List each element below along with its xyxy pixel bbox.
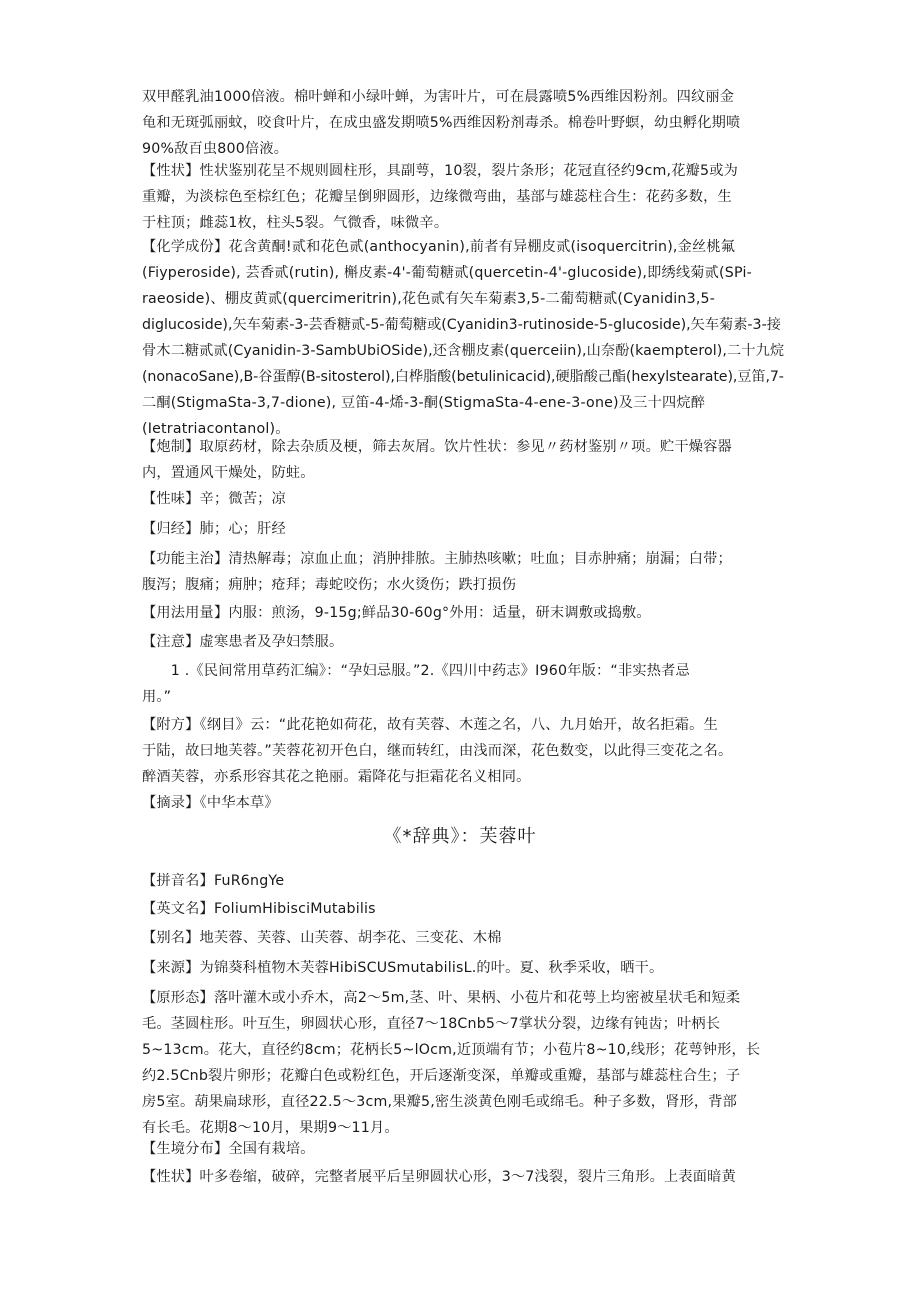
paragraph: [142, 955, 787, 981]
text-line: 醉酒芙蓉，亦系形容其花之艳丽。霜降花与拒霜花名义相同。: [142, 769, 531, 785]
text-line: 【性状】性状鉴别花呈不规则圆柱形，具副萼，10裂，裂片条形；花冠直径约9cm,花瓣5或为: [142, 163, 738, 179]
text-line: 5~13cm。花大，直径约8cm；花柄长5~lOcm,近顶端有节；小苞片8~10,线形；花萼钟形，长: [142, 1042, 761, 1058]
text-line: 【拼音名】FuR6ngYe: [142, 873, 285, 889]
text-line: (Ietratriacontanol)。: [142, 421, 290, 437]
text-line: 【炮制】取原药材，除去杂质及梗，筛去灰屑。饮片性状：参见〃药材鉴别〃项。贮干燥容器: [142, 439, 732, 455]
paragraph: [142, 158, 787, 236]
paragraph: [142, 546, 787, 598]
text-line: 用。”: [142, 689, 172, 705]
text-line: 【摘录】《中华本草》: [142, 795, 279, 811]
section-title: 《*辞典》：芙蓉叶: [383, 826, 537, 847]
text-line: 【归经】肺；心；肝经: [142, 521, 286, 537]
text-line: 有长毛。花期8～10月，果期9～11月。: [142, 1120, 399, 1136]
text-line: 房5室。葫果扁球形，直径22.5～3cm,果瓣5,密生淡黄色刚毛或绵毛。种子多数，肾形，背部: [142, 1094, 738, 1110]
paragraph: [142, 925, 787, 951]
text-line: 于陆，故曰地芙蓉。”芙蓉花初开色白，继而转红，由浅而深，花色数变，以此得三变花之名。: [142, 743, 733, 759]
text-line: 双甲醛乳油1000倍液。棉叶蝉和小绿叶蝉，为害叶片，可在晨露喷5%西维因粉剂。四纹丽金: [142, 89, 735, 105]
text-line: 90%敌百虫800倍液。: [142, 141, 289, 157]
text-line: 龟和无斑弧丽蚊，咬食叶片，在成虫盛发期喷5%西维因粉剂毒杀。棉卷叶野螟，幼虫孵化期喷: [142, 115, 741, 131]
text-line: (nonacoSane),B-谷蛋醇(B-sitosterol),白桦脂酸(betulinicacid),硬脂酸己酯(hexylstearate),豆笛,7-: [142, 369, 784, 385]
paragraph: [142, 486, 787, 512]
paragraph: [142, 1164, 787, 1190]
text-line: 【化学成份】花含黄酮!贰和花色贰(anthocyanin),前者有异棚皮贰(isoquercitrin),金丝桃氟: [142, 239, 736, 255]
paragraph: [142, 985, 787, 1141]
text-line: 【性味】辛；微苦；凉: [142, 491, 286, 507]
text-line: raeoside)、棚皮黄贰(quercimeritrin),花色贰有矢车菊素3,5-二葡萄糖贰(Cyanidin3,5-: [142, 291, 716, 307]
paragraph: [142, 84, 787, 162]
paragraph: [142, 1136, 787, 1162]
text-line: 【来源】为锦葵科植物木芙蓉HibiSCUSmutabilisL.的叶。夏、秋季采收，晒干。: [142, 960, 664, 976]
text-line: 二酮(StigmaSta-3,7-dione), 豆笛-4-烯-3-酮(StigmaSta-4-ene-3-one)及三十四烷醉: [142, 395, 706, 411]
text-line: 毛。茎圆柱形。叶互生，卵圆状心形，直径7～18Cnb5～7掌状分裂，边缘有钝齿；叶柄长: [142, 1016, 721, 1032]
paragraph: [142, 790, 787, 816]
paragraph: [142, 234, 787, 442]
text-line: 【附方】《纲目》云：“此花艳如荷花，故有芙蓉、木莲之名，八、九月始开，故名拒霜。生: [142, 717, 718, 733]
paragraph: [142, 434, 787, 486]
paragraph: [142, 516, 787, 542]
paragraph: [142, 600, 787, 626]
paragraph: [142, 896, 787, 922]
paragraph: [142, 658, 787, 710]
text-line: 约2.5Cnb裂片卵形；花瓣白色或粉红色，开后逐渐变深，单瓣或重瓣，基部与雄蕊柱合生；子: [142, 1068, 741, 1084]
paragraph: [142, 868, 787, 894]
paragraph: [142, 712, 787, 790]
text-line: 腹泻；腹痛；痈肿；疮拜；毒蛇咬伤；水火烫伤；跌打损伤: [142, 577, 517, 593]
text-line: 【别名】地芙蓉、芙蓉、山芙蓉、胡李花、三变花、木棉: [142, 930, 502, 946]
text-line: 【用法用量】内服：煎汤，9-15g;鲜品30-60g°外用：适量，研末调敷或捣敷。: [142, 605, 651, 621]
text-line: 【功能主治】清热解毒；凉血止血；消肿排脓。主肺热咳嗽；吐血；目赤肿痛；崩漏；白带；: [142, 551, 732, 567]
text-line: 【原形态】落叶灌木或小乔木，高2～5m,茎、叶、果柄、小苞片和花萼上均密被星状毛和短柔: [142, 990, 741, 1006]
text-line: 内，置通风干燥处，防蛀。: [142, 465, 315, 481]
text-line: 【性状】叶多卷缩，破碎，完整者展平后呈卵圆状心形，3～7浅裂，裂片三角形。上表面暗黄: [142, 1169, 736, 1185]
text-line: 【生境分布】全国有栽培。: [142, 1141, 315, 1157]
text-line: 于柱顶；雌蕊1枚，柱头5裂。气微香，味微辛。: [142, 215, 449, 231]
text-line: 【注意】虚寒患者及孕妇禁服。: [142, 634, 344, 650]
text-line: diglucoside),矢车菊素-3-芸香糖贰-5-葡萄糖或(Cyanidin3-rutinoside-5-glucoside),矢车菊素-3-接: [142, 317, 781, 333]
text-line: 【英文名】FoliumHibisciMutabilis: [142, 901, 376, 917]
text-line: 1 .《民间常用草药汇编》：“孕妇忌服。”2.《四川中药志》I960年版：“非实热者忌: [142, 663, 690, 679]
paragraph: [142, 629, 787, 655]
text-line: 重瓣，为淡棕色至棕红色；花瓣呈倒卵圆形，边缘微弯曲，基部与雄蕊柱合生：花药多数，生: [142, 189, 732, 205]
text-line: 骨木二糖贰贰(Cyanidin-3-SambUbiOSide),还含棚皮素(querceiin),山奈酚(kaempterol),二十九烷: [142, 343, 785, 359]
text-line: (Fiyperoside), 芸香贰(rutin), 槲皮素-4'-葡萄糖贰(quercetin-4'-glucoside),即绣线菊贰(SPi-: [142, 265, 752, 281]
